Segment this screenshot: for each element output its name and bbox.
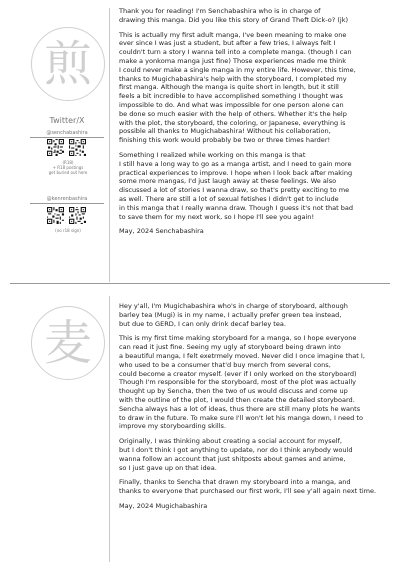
sencha-handle: @senchabashira: [30, 130, 104, 138]
sencha-column-divider: [109, 8, 110, 282]
paragraph: Something I realized while working on this manga is that I still have a long way to go as a manga artist, and I need to gain more practical experiences to improve. I hope when I look back after making some more mangas, I'd just laugh away at these feelings. We also discussed a lot of stories I wanna draw, so that's pretty exciting to me as well. There are still a lot of sexual fetishes I didn't get to include in this manga that I really wanna draw. Though I guess it's not that bad to save them for my next work, so I hope I'll see you again!: [119, 150, 354, 221]
sencha-kanji-emblem: 煎: [31, 27, 105, 101]
paragraph: Finally, thanks to Sencha that drawn my storyboard into a manga, and thanks to everyone that purchased our first work, I'll see y'all again next time.: [119, 478, 377, 496]
section-divider: [10, 283, 390, 284]
sencha-afterword: [119, 7, 391, 242]
signature: May, 2024 Senchabashira: [119, 227, 204, 236]
qr-code-icon[interactable]: [69, 207, 86, 224]
qr-code-icon[interactable]: [47, 139, 64, 156]
kenren-qr-note: (no r18 sign): [55, 228, 81, 233]
signature: May, 2024 Mugichabashira: [119, 501, 208, 510]
paragraph: This is actually my first adult manga, I've been meaning to make one ever since I was just a student, but after a few tries, I always felt I couldn't turn a story I wanna tell into a complete manga. (though I can make a yonkoma manga just fine) Those experiences made me think I could never make a single manga in my entire life. However, this time, thanks to Mugichabashira's help with the storyboard, I completed my first manga. Although the manga is quite short in length, but it still feels a bit incredible to have accomplished something I thought was impossible to do. And what was impossible for one person alone can be done so much easier with the help of others. Whether it's the help with the plot, the storyboard, the coloring, or Japanese, everything is possible all thanks to Mugichabashira! Without his collaboration, finishing this work would probably be two or three times harder!: [119, 30, 356, 145]
qr-code-icon[interactable]: [47, 207, 64, 224]
qr-code-icon[interactable]: [69, 139, 86, 156]
sencha-qr-note: (R18) + R18 postings get buried out here: [48, 160, 88, 176]
paragraph: Thank you for reading! I'm Senchabashira who is in charge of drawing this manga. Did you like this story of Grand Theft Dick-o? (jk): [119, 7, 349, 24]
twitter-label: Twitter/X: [49, 116, 85, 125]
paragraph: Originally, I was thinking about creating a social account for myself, but I don't think I got anything to update, nor do I think anybody would wanna follow an account that just shitposts about games and anime, so I just gave up on that idea.: [119, 437, 353, 472]
mugi-kanji-emblem: 麦: [31, 306, 105, 380]
mugi-column-divider: [109, 296, 110, 562]
kenren-handle: @kenrenbashira: [30, 196, 104, 204]
paragraph: Hey y'all, I'm Mugichabashira who's in charge of storyboard, although barley tea (Mugi) is in my name, I actually prefer green tea instead, but due to GERD, I can only drink decaf barley tea.: [119, 302, 348, 328]
paragraph: This is my first time making storyboard for a manga, so I hope everyone can read it just fine. Seeing my ugly af storyboard being drawn into a beautiful manga, I felt exetrmely moved. Never did I once imagine that I, who used to be a consumer that'd buy merch from several cons, could become a creator myself. (ever if I only worked on the storyboard) Though I'm responsible for the storyboard, most of the plot was actually thought up by Sencha, then the two of us would discuss and come up with the outline of the plot, I would then create the detailed storyboard. Sencha always has a lot of ideas, thus there are still many plots he wants to draw in the future. To make sure I'll won't let his manga down, I need to improve my storyboarding skills.: [119, 334, 365, 431]
mugi-afterword: [119, 302, 391, 517]
sencha-qr-codes: [47, 139, 86, 156]
kenren-qr-codes: [47, 207, 86, 224]
